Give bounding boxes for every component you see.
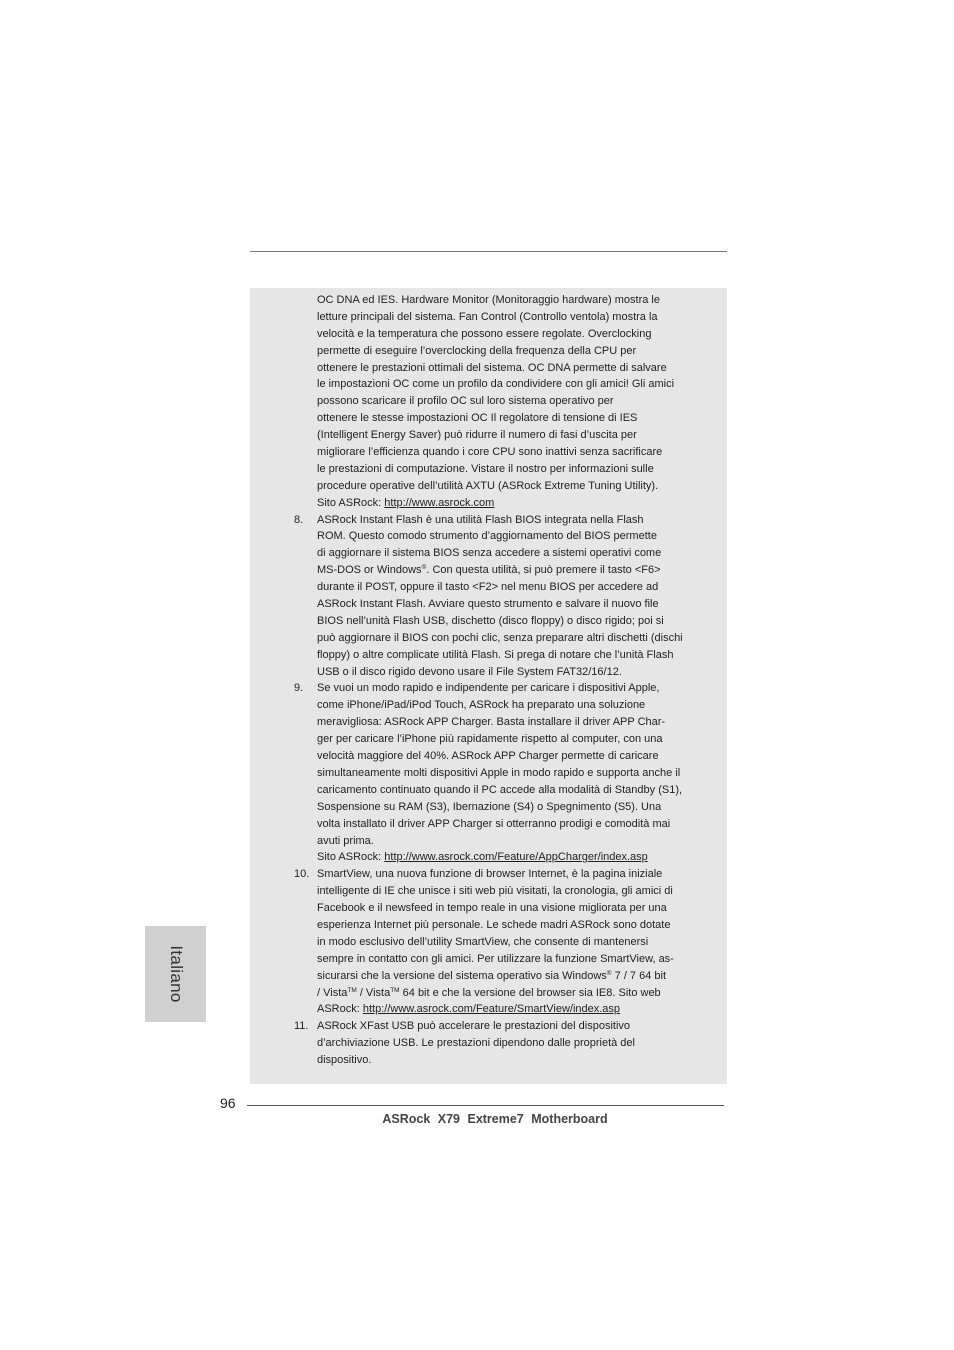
text-line: volta installato il driver APP Charger si otterranno prodigi e comodità mai <box>317 817 671 830</box>
text-line: meravigliosa: ASRock APP Charger. Basta installare il driver APP Char- <box>317 716 666 729</box>
text-line: Se vuoi un modo rapido e indipendente per caricare i dispositivi Apple, <box>317 682 660 695</box>
text-line: Facebook e il newsfeed in tempo reale in una visione migliorata per una <box>317 902 667 915</box>
app-charger-link[interactable]: http://www.asrock.com/Feature/AppCharger/index.asp <box>384 851 648 864</box>
text-line: ottenere le prestazioni ottimali del sistema. OC DNA permette di salvare <box>317 361 667 374</box>
text-line: sempre in contatto con gli amici. Per utilizzare la funzione SmartView, as- <box>317 952 674 965</box>
text-fragment: 7 / 7 64 bit <box>611 969 667 982</box>
text-fragment: sicurarsi che la versione del sistema operativo sia Windows <box>317 969 607 982</box>
text-line: permette di eseguire l’overclocking della frequenza della CPU per <box>317 344 637 357</box>
text-line: USB o il disco rigido devono usare il File System FAT32/16/12. <box>317 665 622 678</box>
text-line: (Intelligent Energy Saver) può ridurre il numero di fasi d’uscita per <box>317 429 637 442</box>
text-line: durante il POST, oppure il tasto <F2> nel menu BIOS per accedere ad <box>317 581 659 594</box>
website-line <box>317 495 494 512</box>
text-line: ottenere le stesse impostazioni OC Il regolatore di tensione di IES <box>317 412 638 425</box>
text-line: procedure operative dell’utilità AXTU (ASRock Extreme Tuning Utility). <box>317 479 659 492</box>
site-label: ASRock: <box>317 1003 363 1016</box>
text-line: di aggiornare il sistema BIOS senza accedere a sistemi operativi come <box>317 547 662 560</box>
text-line: ROM. Questo comodo strumento d’aggiornamento del BIOS permette <box>317 530 657 543</box>
site-label: Sito ASRock: <box>317 496 385 509</box>
text-line: velocità maggiore del 40%. ASRock APP Charger permette di caricare <box>317 750 659 763</box>
text-fragment: / Vista <box>317 986 348 999</box>
text-line: come iPhone/iPad/iPod Touch, ASRock ha preparato una soluzione <box>317 699 646 712</box>
text-line <box>317 562 661 579</box>
trademark-mark: TM <box>390 986 400 994</box>
text-line: caricamento continuato quando il PC accede alla modalità di Standby (S1), <box>317 783 683 796</box>
feature-list <box>250 292 727 1069</box>
text-fragment: MS-DOS or Windows <box>317 564 422 577</box>
text-line: letture principali del sistema. Fan Control (Controllo ventola) mostra la <box>317 310 658 323</box>
text-line: Sospensione su RAM (S3), Ibernazione (S4) o Spegnimento (S5). Una <box>317 800 662 813</box>
text-line: velocità e la temperatura che possono essere regolate. Overclocking <box>317 327 652 340</box>
text-line: ASRock Instant Flash. Avviare questo strumento e salvare il nuovo file <box>317 598 659 611</box>
text-line: ASRock Instant Flash è una utilità Flash BIOS integrata nella Flash <box>317 513 644 526</box>
item-number: 8. <box>294 513 304 526</box>
text-line: d’archiviazione USB. Le prestazioni dipendono dalle proprietà del <box>317 1037 635 1050</box>
registered-mark: ® <box>421 564 427 572</box>
trademark-mark: TM <box>347 986 357 994</box>
text-line: SmartView, una nuova funzione di browser Internet, è la pagina iniziale <box>317 868 663 881</box>
language-tab <box>145 926 206 1022</box>
text-line: simultaneamente molti dispositivi Apple in modo rapido e supporta anche il <box>317 766 681 779</box>
page-number: 96 <box>220 1095 236 1111</box>
text-line: intelligente di IE che unisce i siti web più visitati, la cronologia, gli amici di <box>317 885 673 898</box>
item-number: 10. <box>294 868 310 881</box>
text-line: ASRock XFast USB può accelerare le prestazioni del dispositivo <box>317 1020 631 1033</box>
website-line <box>317 1001 620 1018</box>
text-line: avuti prima. <box>317 834 374 847</box>
site-label: Sito ASRock: <box>317 851 385 864</box>
item-number: 11. <box>294 1020 309 1033</box>
content-panel <box>250 288 727 1084</box>
text-line: migliorare l’efficienza quando i core CPU sono inattivi senza sacrificare <box>317 446 663 459</box>
text-line: OC DNA ed IES. Hardware Monitor (Monitoraggio hardware) mostra le <box>317 294 660 306</box>
text-fragment: / Vista <box>356 986 391 999</box>
text-line: le prestazioni di computazione. Vistare il nostro per informazioni sulle <box>317 462 654 475</box>
text-line: esperienza Internet più personale. Le schede madri ASRock sono dotate <box>317 918 671 931</box>
registered-mark: ® <box>606 969 612 977</box>
footer-divider <box>247 1105 724 1106</box>
header-divider <box>250 251 727 252</box>
text-line: ger per caricare l’iPhone più rapidamente rispetto al computer, con una <box>317 733 663 746</box>
text-line: BIOS nell’unità Flash USB, dischetto (disco floppy) o disco rigido; poi si <box>317 614 664 627</box>
text-line <box>317 985 661 1002</box>
footer-title: ASRock X79 Extreme7 Motherboard <box>382 1112 608 1126</box>
text-line: le impostazioni OC come un profilo da condividere con gli amici! Gli amici <box>317 378 675 391</box>
smartview-link[interactable]: http://www.asrock.com/Feature/SmartView/index.asp <box>362 1003 621 1016</box>
text-fragment: 64 bit e che la versione del browser sia IE8. Sito web <box>399 986 661 999</box>
text-line <box>317 968 666 985</box>
text-line: in modo esclusivo dell’utility SmartView, che consente di mantenersi <box>317 935 649 948</box>
text-fragment: . Con questa utilità, si può premere il tasto <F6> <box>426 564 661 577</box>
text-line: può aggiornare il BIOS con pochi clic, senza preparare altri dischetti (dischi <box>317 631 683 644</box>
text-line: floppy) o altre complicate utilità Flash. Si prega di notare che l’unità Flash <box>317 648 674 661</box>
language-tab-label: Italiano <box>166 945 186 1003</box>
website-line <box>317 849 648 866</box>
text-line: dispositivo. <box>317 1054 372 1067</box>
item-number: 9. <box>294 682 304 695</box>
text-line: possono scaricare il profilo OC sul loro sistema operativo per <box>317 395 614 408</box>
asrock-website-link[interactable]: http://www.asrock.com <box>384 496 495 509</box>
